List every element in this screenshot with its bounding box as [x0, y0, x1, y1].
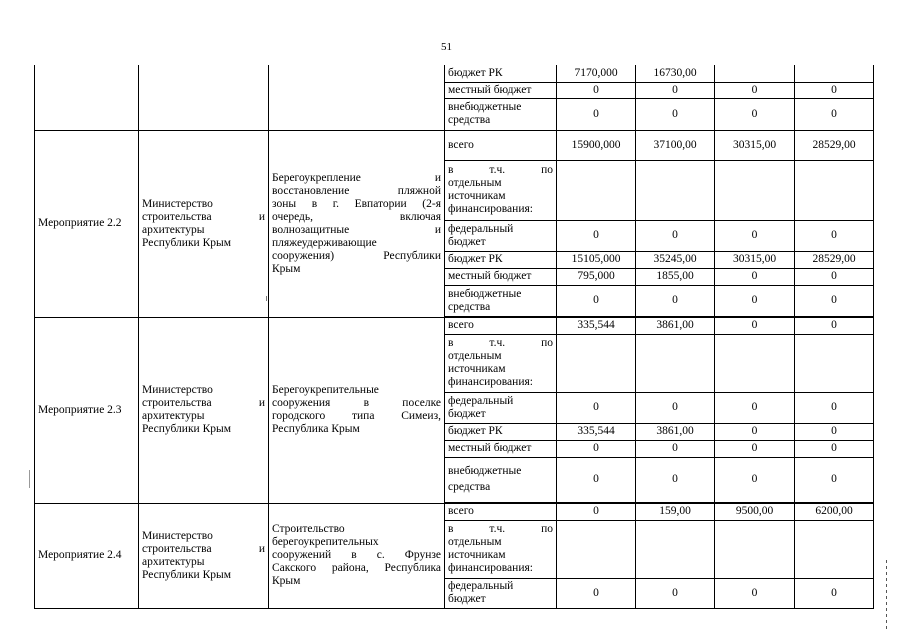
activity-description: Берегоукрепительные сооружения в поселке городского типа Симеиз, Республика Крым — [269, 317, 445, 503]
value-cell: 795,000 — [557, 268, 636, 285]
value-cell: 0 — [557, 82, 636, 98]
value-cell: 0 — [557, 457, 636, 502]
source-label: внебюджетные средства — [445, 98, 557, 130]
activity-name: Мероприятие 2.2 — [35, 130, 139, 317]
source-label: всего — [445, 130, 557, 160]
value-cell: 0 — [557, 578, 636, 608]
value-cell: 0 — [557, 220, 636, 251]
value-cell — [557, 334, 636, 392]
value-cell: 0 — [715, 98, 795, 130]
value-cell: 16730,00 — [636, 65, 715, 82]
value-cell — [636, 334, 715, 392]
value-cell — [557, 520, 636, 578]
scan-speck — [266, 296, 267, 301]
value-cell: 0 — [557, 392, 636, 423]
activity-name: Мероприятие 2.3 — [35, 317, 139, 503]
table-row — [35, 65, 874, 82]
value-cell — [636, 520, 715, 578]
value-cell: 30315,00 — [715, 130, 795, 160]
value-cell: 0 — [715, 457, 795, 502]
value-cell — [715, 334, 795, 392]
source-label: бюджет РК — [445, 65, 557, 82]
value-cell: 0 — [715, 440, 795, 457]
value-cell: 0 — [557, 285, 636, 316]
source-label: в т.ч. по отдельным источникам финансирования: — [445, 520, 557, 578]
value-cell — [636, 160, 715, 220]
value-cell: 0 — [636, 285, 715, 316]
source-label: федеральный бюджет — [445, 578, 557, 608]
source-label: бюджет РК — [445, 423, 557, 440]
value-cell — [715, 160, 795, 220]
value-cell — [715, 65, 795, 82]
value-cell: 0 — [715, 317, 795, 334]
source-label: внебюджетные средства — [445, 285, 557, 316]
value-cell: 0 — [795, 457, 874, 502]
value-cell: 0 — [557, 98, 636, 130]
value-cell — [557, 160, 636, 220]
value-cell: 0 — [636, 82, 715, 98]
value-cell: 0 — [795, 220, 874, 251]
activity-cell-empty — [35, 65, 139, 130]
value-cell: 0 — [795, 285, 874, 316]
source-label: бюджет РК — [445, 251, 557, 268]
source-label: федеральный бюджет — [445, 392, 557, 423]
value-cell: 335,544 — [557, 317, 636, 334]
value-cell: 0 — [636, 220, 715, 251]
source-label: в т.ч. по отдельным источникам финансирования: — [445, 334, 557, 392]
value-cell — [795, 520, 874, 578]
value-cell: 0 — [795, 98, 874, 130]
value-cell: 0 — [636, 98, 715, 130]
value-cell: 0 — [795, 423, 874, 440]
value-cell: 9500,00 — [715, 503, 795, 520]
value-cell: 3861,00 — [636, 423, 715, 440]
activity-description: Берегоукрепление и восстановление пляжной зоны в г. Евпатории (2-я очередь, включая волнозащитные и пляжеудерживающие сооружения) Республики Крым — [269, 130, 445, 317]
value-cell — [795, 160, 874, 220]
scan-speck — [29, 470, 30, 488]
value-cell: 159,00 — [636, 503, 715, 520]
value-cell: 0 — [715, 392, 795, 423]
value-cell: 37100,00 — [636, 130, 715, 160]
value-cell: 0 — [715, 578, 795, 608]
table-row — [35, 317, 874, 334]
value-cell: 0 — [715, 285, 795, 316]
source-label: местный бюджет — [445, 440, 557, 457]
desc-cell-empty — [269, 65, 445, 130]
value-cell: 0 — [715, 423, 795, 440]
source-label: внебюджетные средства — [445, 457, 557, 502]
value-cell: 28529,00 — [795, 130, 874, 160]
table-row — [35, 130, 874, 160]
value-cell: 30315,00 — [715, 251, 795, 268]
value-cell: 7170,000 — [557, 65, 636, 82]
scan-edge-mark — [886, 560, 887, 630]
organization-cell: Министерство строительства и архитектуры Республики Крым — [139, 317, 269, 503]
source-label: всего — [445, 503, 557, 520]
value-cell: 15105,000 — [557, 251, 636, 268]
activity-name: Мероприятие 2.4 — [35, 503, 139, 608]
value-cell: 0 — [636, 578, 715, 608]
value-cell: 0 — [715, 82, 795, 98]
value-cell: 0 — [795, 268, 874, 285]
table-row — [35, 503, 874, 520]
value-cell — [795, 334, 874, 392]
value-cell: 0 — [795, 578, 874, 608]
value-cell: 335,544 — [557, 423, 636, 440]
value-cell: 0 — [795, 392, 874, 423]
value-cell: 0 — [715, 268, 795, 285]
value-cell: 0 — [795, 82, 874, 98]
value-cell: 0 — [557, 440, 636, 457]
value-cell: 3861,00 — [636, 317, 715, 334]
value-cell — [715, 520, 795, 578]
value-cell: 15900,000 — [557, 130, 636, 160]
org-cell-empty — [139, 65, 269, 130]
value-cell: 1855,00 — [636, 268, 715, 285]
value-cell: 0 — [636, 392, 715, 423]
value-cell: 0 — [795, 440, 874, 457]
value-cell: 28529,00 — [795, 251, 874, 268]
source-label: местный бюджет — [445, 82, 557, 98]
organization-cell: Министерство строительства и архитектуры Республики Крым — [139, 503, 269, 608]
value-cell: 0 — [795, 317, 874, 334]
source-label: местный бюджет — [445, 268, 557, 285]
value-cell: 6200,00 — [795, 503, 874, 520]
value-cell: 0 — [636, 440, 715, 457]
value-cell: 0 — [636, 457, 715, 502]
source-label: федеральный бюджет — [445, 220, 557, 251]
value-cell: 0 — [715, 220, 795, 251]
value-cell: 0 — [557, 503, 636, 520]
value-cell: 35245,00 — [636, 251, 715, 268]
financing-table — [34, 65, 874, 609]
value-cell — [795, 65, 874, 82]
organization-cell: Министерство строительства и архитектуры Республики Крым — [139, 130, 269, 317]
page-number: 51 — [441, 41, 452, 53]
source-label: в т.ч. по отдельным источникам финансирования: — [445, 160, 557, 220]
activity-description: Строительство берегоукрепительных сооружений в с. Фрунзе Сакского района, Республика Крым — [269, 503, 445, 608]
source-label: всего — [445, 317, 557, 334]
